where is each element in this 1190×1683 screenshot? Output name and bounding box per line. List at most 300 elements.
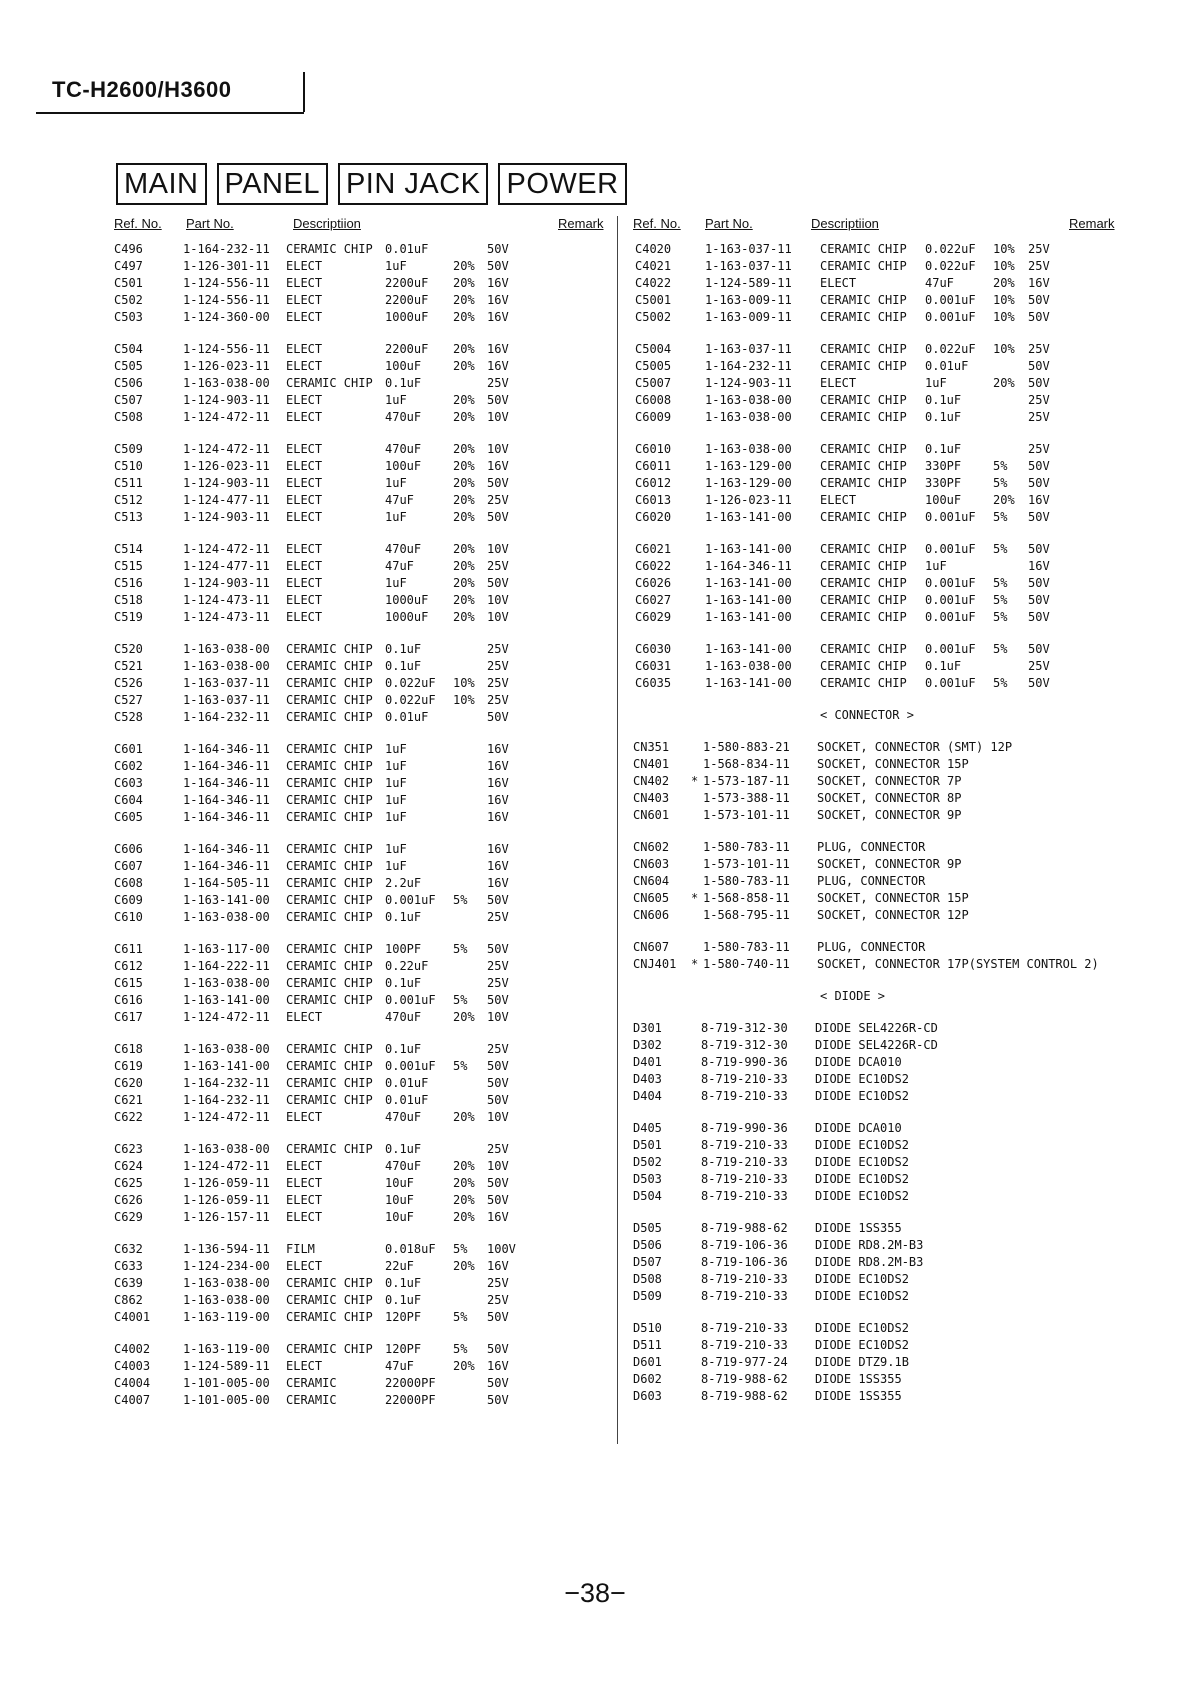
value: 0.022uF [925,242,976,256]
part-no: 8-719-988-62 [701,1372,788,1386]
part-row [114,842,608,859]
tolerance: 5% [453,1342,468,1356]
description: ELECT [286,1359,323,1373]
part-row [114,993,608,1010]
description: CERAMIC CHIP [820,659,907,673]
voltage: 25V [487,493,509,507]
ref-no: C520 [114,642,143,656]
description: CERAMIC CHIP [286,742,373,756]
parts-group [633,740,1123,825]
value: 0.001uF [925,593,976,607]
part-no: 1-124-234-00 [183,1259,270,1273]
voltage: 16V [487,776,509,790]
part-row [633,1338,1123,1355]
voltage: 16V [487,342,509,356]
voltage: 50V [487,1310,509,1324]
part-no: 8-719-210-33 [701,1138,788,1152]
voltage: 25V [487,693,509,707]
ref-no: C5002 [635,310,672,324]
voltage: 25V [487,1142,509,1156]
voltage: 10V [487,1010,509,1024]
value: 1000uF [385,593,429,607]
description: CERAMIC CHIP [286,776,373,790]
part-no: 1-124-903-11 [183,476,270,490]
part-row [114,1242,608,1259]
header-description: Descriptiion [811,216,879,231]
parts-group [633,840,1123,925]
description: PLUG, CONNECTOR [817,840,926,854]
voltage: 16V [1028,493,1050,507]
description: CERAMIC CHIP [286,859,373,873]
description: DIODE EC10DS2 [815,1338,909,1352]
voltage: 25V [487,976,509,990]
voltage: 50V [487,942,509,956]
tolerance: 20% [453,276,475,290]
parts-list-right [633,242,1123,1406]
part-no: 1-124-477-11 [183,493,270,507]
part-no: 1-164-346-11 [183,793,270,807]
ref-no: C503 [114,310,143,324]
parts-group [114,842,608,927]
value: 330PF [925,476,962,490]
safety-mark: * [691,774,699,788]
tolerance: 20% [453,1010,475,1024]
part-row [633,1155,1123,1172]
voltage: 10V [487,410,509,424]
voltage: 10V [487,593,509,607]
ref-no: C618 [114,1042,143,1056]
value: 1uF [385,510,407,524]
part-no: 1-163-129-00 [705,459,792,473]
tolerance: 5% [993,576,1008,590]
description: ELECT [286,510,323,524]
parts-group [114,1042,608,1127]
value: 0.001uF [385,1059,436,1073]
parts-group [114,942,608,1027]
part-no: 1-163-038-00 [183,1293,270,1307]
ref-no: C501 [114,276,143,290]
part-row [114,1093,608,1110]
description: ELECT [286,442,323,456]
voltage: 50V [1028,610,1050,624]
ref-no: C605 [114,810,143,824]
description: DIODE EC10DS2 [815,1172,909,1186]
description: CERAMIC [286,1393,337,1407]
header-part-no: Part No. [705,216,753,231]
part-row [633,1121,1123,1138]
voltage: 16V [487,310,509,324]
description: ELECT [286,410,323,424]
ref-no: C5001 [635,293,672,307]
ref-no: C6013 [635,493,672,507]
tolerance: 20% [993,376,1015,390]
part-row [114,676,608,693]
voltage: 50V [487,510,509,524]
ref-no: CN401 [633,757,670,771]
part-no: 1-124-477-11 [183,559,270,573]
voltage: 50V [487,1059,509,1073]
parts-column-left [114,216,608,1425]
part-row [633,559,1123,576]
part-row [633,757,1123,774]
part-no: 1-573-187-11 [703,774,790,788]
part-no: 1-136-594-11 [183,1242,270,1256]
description: DIODE 1SS355 [815,1372,902,1386]
description: DIODE RD8.2M-B3 [815,1255,924,1269]
description: CERAMIC CHIP [286,1142,373,1156]
part-row [114,476,608,493]
value: 0.1uF [385,659,422,673]
part-no: 1-126-023-11 [183,359,270,373]
ref-no: CN603 [633,857,670,871]
part-row [633,857,1123,874]
part-no: 1-163-129-00 [705,476,792,490]
section-label-connector-text: < CONNECTOR > [820,708,914,722]
description: CERAMIC CHIP [286,1093,373,1107]
ref-no: CN351 [633,740,670,754]
part-row [633,642,1123,659]
ref-no: C6031 [635,659,672,673]
voltage: 50V [1028,476,1050,490]
part-no: 1-568-795-11 [703,908,790,922]
part-row [114,642,608,659]
part-row [633,740,1123,757]
part-row [114,559,608,576]
ref-no: D603 [633,1389,662,1403]
voltage: 50V [487,576,509,590]
part-row [633,410,1123,427]
description: CERAMIC CHIP [286,942,373,956]
part-row [114,1293,608,1310]
ref-no: C511 [114,476,143,490]
voltage: 16V [487,293,509,307]
ref-no: C505 [114,359,143,373]
part-no: 8-719-210-33 [701,1089,788,1103]
description: CERAMIC CHIP [286,976,373,990]
ref-no: C6027 [635,593,672,607]
tolerance: 20% [453,1110,475,1124]
voltage: 50V [487,710,509,724]
description: CERAMIC CHIP [286,693,373,707]
value: 1uF [385,259,407,273]
part-no: 1-163-117-00 [183,942,270,956]
part-no: 8-719-210-33 [701,1338,788,1352]
part-row [114,393,608,410]
part-row [114,742,608,759]
part-no: 8-719-210-33 [701,1189,788,1203]
ref-no: D503 [633,1172,662,1186]
description: CERAMIC CHIP [286,842,373,856]
tolerance: 20% [453,342,475,356]
part-no: 1-124-472-11 [183,1159,270,1173]
section-label-connector [633,708,1123,725]
tolerance: 5% [993,510,1008,524]
voltage: 25V [487,1042,509,1056]
part-no: 1-124-589-11 [183,1359,270,1373]
column-header [633,216,1123,242]
description: CERAMIC CHIP [820,242,907,256]
ref-no: D602 [633,1372,662,1386]
ref-no: D510 [633,1321,662,1335]
voltage: 16V [487,759,509,773]
ref-no: D401 [633,1055,662,1069]
ref-no: D403 [633,1072,662,1086]
part-no: 1-580-740-11 [703,957,790,971]
value: 0.01uF [385,242,429,256]
part-no: 1-124-903-11 [183,576,270,590]
ref-no: C519 [114,610,143,624]
part-no: 1-164-346-11 [183,776,270,790]
ref-no: C528 [114,710,143,724]
part-row [114,242,608,259]
tolerance: 5% [453,893,468,907]
ref-no: C5004 [635,342,672,356]
tolerance: 20% [453,1176,475,1190]
description: CERAMIC CHIP [286,810,373,824]
ref-no: C527 [114,693,143,707]
part-row [633,676,1123,693]
description: SOCKET, CONNECTOR (SMT) 12P [817,740,1013,754]
part-no: 1-163-038-00 [705,659,792,673]
tolerance: 20% [453,1210,475,1224]
description: ELECT [286,1176,323,1190]
voltage: 16V [487,359,509,373]
voltage: 25V [487,959,509,973]
value: 47uF [385,1359,414,1373]
description: SOCKET, CONNECTOR 15P [817,891,969,905]
part-no: 8-719-210-33 [701,1321,788,1335]
voltage: 25V [487,559,509,573]
part-row [114,276,608,293]
part-no: 1-163-141-00 [705,576,792,590]
part-no: 1-164-232-11 [183,1076,270,1090]
description: CERAMIC CHIP [820,359,907,373]
ref-no: C515 [114,559,143,573]
ref-no: CNJ401 [633,957,677,971]
description: ELECT [820,493,857,507]
voltage: 50V [487,393,509,407]
part-row [114,910,608,927]
ref-no: D505 [633,1221,662,1235]
ref-no: C6029 [635,610,672,624]
part-no: 1-164-232-11 [183,242,270,256]
value: 0.1uF [385,1276,422,1290]
part-no: 8-719-210-33 [701,1155,788,1169]
voltage: 10V [487,1110,509,1124]
value: 0.01uF [385,1093,429,1107]
value: 470uF [385,542,422,556]
parts-group [114,342,608,427]
part-no: 1-124-472-11 [183,410,270,424]
value: 0.1uF [385,976,422,990]
part-row [114,1110,608,1127]
part-no: 1-124-472-11 [183,1010,270,1024]
header-ref-no: Ref. No. [633,216,681,231]
part-row [633,442,1123,459]
ref-no: C620 [114,1076,143,1090]
description: ELECT [286,1193,323,1207]
part-row [114,1310,608,1327]
part-row [633,1221,1123,1238]
value: 22uF [385,1259,414,1273]
header-part-no: Part No. [186,216,234,231]
value: 1uF [385,842,407,856]
ref-no: C4021 [635,259,672,273]
part-row [114,310,608,327]
description: ELECT [286,610,323,624]
part-no: 1-580-883-21 [703,740,790,754]
part-row [114,576,608,593]
voltage: 16V [487,1210,509,1224]
ref-no: C629 [114,1210,143,1224]
part-no: 1-580-783-11 [703,874,790,888]
part-no: 1-163-038-00 [705,442,792,456]
value: 470uF [385,442,422,456]
description: CERAMIC CHIP [820,259,907,273]
ref-no: C6012 [635,476,672,490]
description: CERAMIC CHIP [286,1059,373,1073]
description: DIODE RD8.2M-B3 [815,1238,924,1252]
parts-group [114,542,608,627]
voltage: 50V [487,1176,509,1190]
description: CERAMIC CHIP [820,442,907,456]
description: ELECT [286,259,323,273]
voltage: 25V [487,910,509,924]
description: DIODE EC10DS2 [815,1289,909,1303]
value: 0.001uF [925,610,976,624]
voltage: 25V [1028,410,1050,424]
description: PLUG, CONNECTOR [817,874,926,888]
description: CERAMIC CHIP [286,1342,373,1356]
value: 120PF [385,1342,422,1356]
part-no: 1-124-473-11 [183,593,270,607]
ref-no: D501 [633,1138,662,1152]
description: DIODE SEL4226R-CD [815,1021,938,1035]
part-no: 1-164-346-11 [183,759,270,773]
ref-no: C510 [114,459,143,473]
tolerance: 5% [993,542,1008,556]
description: CERAMIC CHIP [286,710,373,724]
description: DIODE DCA010 [815,1121,902,1135]
value: 1uF [385,759,407,773]
board-labels [116,163,627,205]
ref-no: C513 [114,510,143,524]
part-row [114,942,608,959]
value: 1uF [385,576,407,590]
voltage: 50V [487,993,509,1007]
parts-group [633,940,1123,974]
tolerance: 10% [993,342,1015,356]
tolerance: 20% [453,1359,475,1373]
description: CERAMIC CHIP [820,676,907,690]
value: 47uF [385,493,414,507]
description: CERAMIC CHIP [820,393,907,407]
part-row [633,1189,1123,1206]
part-row [633,1238,1123,1255]
value: 0.1uF [925,393,962,407]
part-no: 1-101-005-00 [183,1376,270,1390]
part-row [114,959,608,976]
part-row [114,893,608,910]
part-no: 1-126-023-11 [183,459,270,473]
part-row [633,1321,1123,1338]
board-label-panel: PANEL [217,163,328,205]
voltage: 25V [1028,659,1050,673]
part-no: 1-573-101-11 [703,808,790,822]
part-no: 8-719-988-62 [701,1389,788,1403]
part-no: 8-719-312-30 [701,1038,788,1052]
voltage: 16V [487,742,509,756]
parts-list-left [114,242,608,1410]
ref-no: C633 [114,1259,143,1273]
description: DIODE EC10DS2 [815,1321,909,1335]
description: SOCKET, CONNECTOR 8P [817,791,962,805]
voltage: 50V [1028,642,1050,656]
part-no: 1-163-037-11 [705,342,792,356]
ref-no: D507 [633,1255,662,1269]
voltage: 50V [1028,593,1050,607]
part-no: 1-163-038-00 [183,1276,270,1290]
voltage: 50V [1028,676,1050,690]
part-no: 1-164-346-11 [183,842,270,856]
ref-no: C862 [114,1293,143,1307]
ref-no: D506 [633,1238,662,1252]
value: 100uF [385,359,422,373]
ref-no: C607 [114,859,143,873]
value: 330PF [925,459,962,473]
value: 0.1uF [385,1142,422,1156]
part-row [633,610,1123,627]
description: CERAMIC CHIP [820,576,907,590]
ref-no: C512 [114,493,143,507]
description: CERAMIC CHIP [286,959,373,973]
part-row [114,1042,608,1059]
value: 0.1uF [925,659,962,673]
ref-no: C6021 [635,542,672,556]
part-no: 8-719-210-33 [701,1172,788,1186]
part-no: 1-163-037-11 [705,259,792,273]
part-row [633,1138,1123,1155]
header-remark: Remark [1069,216,1115,231]
ref-no: C6035 [635,676,672,690]
header-description: Descriptiion [293,216,361,231]
ref-no: C497 [114,259,143,273]
value: 1uF [385,793,407,807]
ref-no: C632 [114,1242,143,1256]
voltage: 25V [1028,242,1050,256]
parts-group [633,542,1123,627]
value: 0.1uF [385,910,422,924]
voltage: 25V [487,659,509,673]
part-row [114,510,608,527]
ref-no: D601 [633,1355,662,1369]
ref-no: C502 [114,293,143,307]
tolerance: 10% [993,293,1015,307]
value: 2200uF [385,293,429,307]
part-no: 1-163-038-00 [183,1042,270,1056]
voltage: 16V [487,859,509,873]
value: 0.1uF [385,376,422,390]
part-no: 1-568-858-11 [703,891,790,905]
description: DIODE DTZ9.1B [815,1355,909,1369]
description: CERAMIC CHIP [820,410,907,424]
part-row [633,1255,1123,1272]
part-no: 1-124-473-11 [183,610,270,624]
voltage: 10V [487,542,509,556]
ref-no: C5007 [635,376,672,390]
part-no: 8-719-106-36 [701,1238,788,1252]
ref-no: C606 [114,842,143,856]
